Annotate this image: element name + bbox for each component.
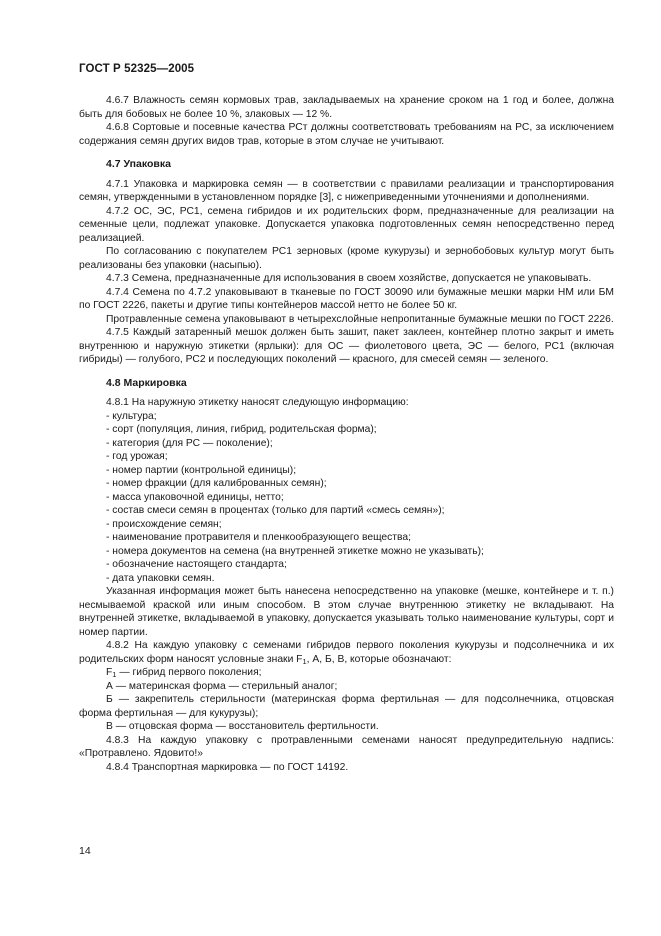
subscript: 1 xyxy=(302,656,307,666)
paragraph-4-8-2-text-end: , А, Б, В, которые обозначают: xyxy=(306,653,452,665)
paragraph-4-8-1-b: Указанная информация может быть нанесена непосредственно на упаковке (мешке, контейнере и т. п.) несмываемой краской или иным способом. В этом случае внутреннюю этикетку не вкладывают. На внутренней этикетке, вкладываемой в упаковку, допускается указывать только наименование культуры, сорт и номер партии. xyxy=(79,586,614,638)
list-item: - номер партии (контрольной единицы); xyxy=(106,464,297,476)
list-item: - происхождение семян; xyxy=(106,518,222,530)
list-item: - культура; xyxy=(106,410,157,422)
list-item: - состав смеси семян в процентах (только для партий «смесь семян»); xyxy=(106,505,445,516)
label-info-list xyxy=(79,410,614,586)
subscript: 1 xyxy=(112,670,117,679)
list-item: - сорт (популяция, линия, гибрид, родительская форма); xyxy=(106,424,377,435)
symbol-f1 xyxy=(79,666,614,680)
paragraph-4-7-4-b: Протравленные семена упаковывают в четырехслойные непропитанные бумажные мешки по ГОСТ 2226. xyxy=(106,313,614,325)
list-item: - масса упаковочной единицы, нетто; xyxy=(106,491,284,503)
symbol-f1-letter: F xyxy=(106,667,113,678)
page-number: 14 xyxy=(79,845,91,857)
symbol-v: В — отцовская форма — восстановитель фертильности. xyxy=(106,721,379,732)
paragraph-4-6-7: 4.6.7 Влажность семян кормовых трав, закладываемых на хранение сроком на 1 год и более, должна быть для бобовых не более 10 %, злаковых — 12 %. xyxy=(79,95,614,120)
document-body xyxy=(79,94,614,774)
paragraph-4-6-8: 4.6.8 Сортовые и посевные качества РСт должны соответствовать требованиям на РС, за исключением содержания семян других видов трав, которые в этом случае не учитывают. xyxy=(79,122,614,147)
symbol-a: А — материнская форма — стерильный аналог; xyxy=(106,680,338,692)
paragraph-4-7-4: 4.7.4 Семена по 4.7.2 упаковывают в тканевые по ГОСТ 30090 или бумажные мешки марки НМ или БМ по ГОСТ 2226, пакеты и другие типы контейнеров массой нетто не более 50 кг. xyxy=(79,286,614,311)
symbol-b: Б — закрепитель стерильности (материнская форма фертильная — для подсолнечника, отцовская форма фертильная — для кукурузы); xyxy=(79,694,614,719)
paragraph-4-7-1: 4.7.1 Упаковка и маркировка семян — в соответствии с правилами реализации и транспортирования семян, утвержденными в установленном порядке [3], с нижеприведенными уточнениями и дополнениями. xyxy=(79,178,614,203)
list-item: - год урожая; xyxy=(106,451,168,462)
list-item: - категория (для РС — поколение); xyxy=(106,437,273,449)
list-item: - номера документов на семена (на внутренней этикетке можно не указывать); xyxy=(106,545,484,557)
paragraph-4-7-2: 4.7.2 ОС, ЭС, РС1, семена гибридов и их родительских форм, предназначенные для реализации на семенные цели, подлежат упаковке. Допускается упаковка подготовленных семян непосредственно перед реализацией. xyxy=(79,205,614,244)
symbol-f1-text: — гибрид первого поколения; xyxy=(116,667,262,678)
list-item: - дата упаковки семян. xyxy=(106,572,215,584)
section-heading-marking: 4.8 Маркировка xyxy=(106,376,187,389)
paragraph-4-7-5: 4.7.5 Каждый затаренный мешок должен быть зашит, пакет заклеен, контейнер плотно закрыт и иметь внутреннюю и наружную этикетки (ярлыки): для ОС — фиолетового цвета, ЭС — белого, РС1 (включая гибриды) — голубого, РС2 и последующих поколений — красного, для смесей семян — зеленого. xyxy=(79,327,614,365)
list-item: - наименование протравителя и пленкообразующего вещества; xyxy=(106,532,411,543)
paragraph-4-8-2 xyxy=(79,639,614,666)
paragraph-4-7-2-b: По согласованию с покупателем РС1 зерновых (кроме кукурузы) и зернобобовых культур могут быть реализованы без упаковки (насыпью). xyxy=(79,246,614,271)
document-header: ГОСТ Р 52325—2005 xyxy=(79,63,195,75)
list-item: - обозначение настоящего стандарта; xyxy=(106,559,287,570)
paragraph-4-8-2-text: 4.8.2 На каждую упаковку с семенами гибридов первого поколения кукурузы и подсолнечника и их родительских форм наносят условные знаки F xyxy=(79,640,614,665)
paragraph-4-7-3: 4.7.3 Семена, предназначенные для использования в своем хозяйстве, допускается не упаковывать. xyxy=(106,273,592,284)
paragraph-4-8-3: 4.8.3 На каждую упаковку с протравленными семенами наносят предупредительную надпись: «Протравлено. Ядовито!» xyxy=(79,734,614,759)
paragraph-4-8-1: 4.8.1 На наружную этикетку наносят следующую информацию: xyxy=(106,397,409,408)
paragraph-4-8-4: 4.8.4 Транспортная маркировка — по ГОСТ 14192. xyxy=(106,761,349,773)
section-heading-packaging: 4.7 Упаковка xyxy=(106,158,171,170)
list-item: - номер фракции (для калиброванных семян); xyxy=(106,478,327,489)
